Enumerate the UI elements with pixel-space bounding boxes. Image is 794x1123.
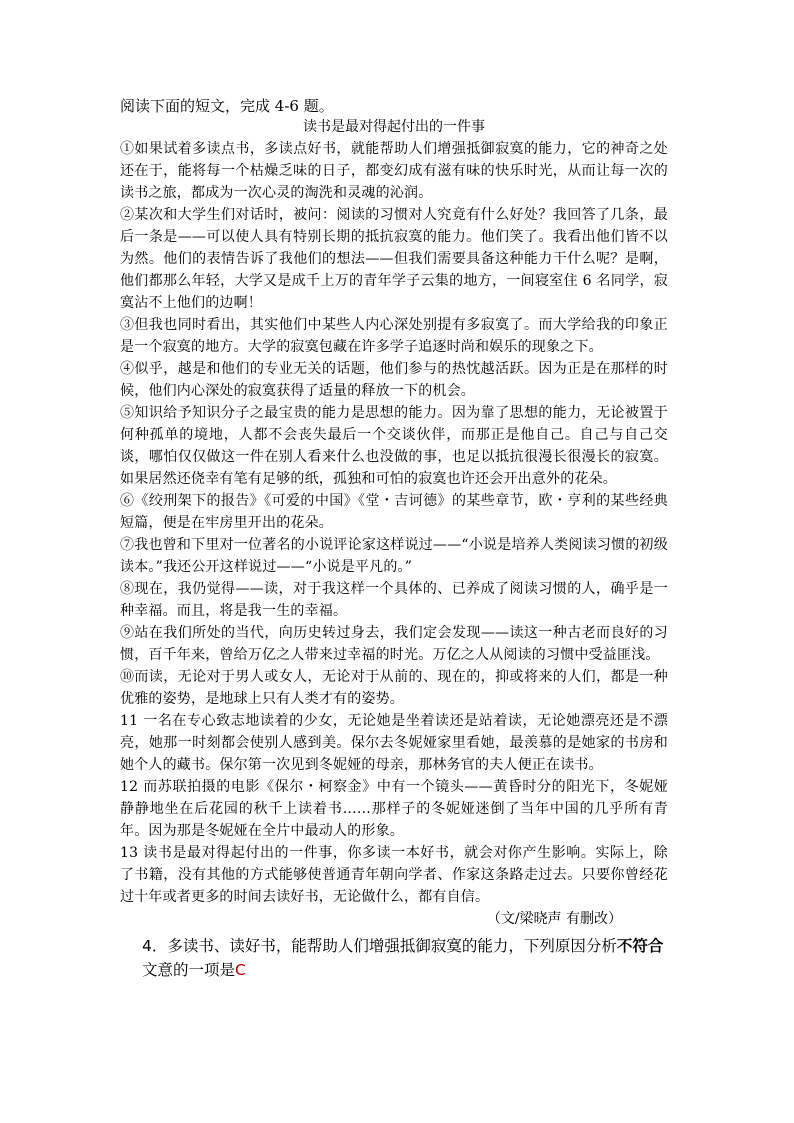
article-source: （文/梁晓声 有删改） [486, 911, 622, 927]
paragraph-4: ④似乎，越是和他们的专业无关的话题，他们参与的热忱越活跃。因为正是在那样的时候，他们内心深处的寂寞获得了适量的释放一下的机会。 [120, 361, 668, 399]
question-suffix: 文意的一项是 [142, 961, 236, 979]
document-page [120, 96, 668, 982]
paragraph-5: ⑤知识给予知识分子之最宝贵的能力是思想的能力。因为靠了思想的能力，无论被置于何种孤单的境地，人都不会丧失最后一个交谈伙伴，而那正是他自己。自己与自己交谈，哪怕仅仅做这一件在别人看来什么也没做的事，也足以抵抗很漫长很漫长的寂寞。如果居然还侥幸有笔有足够的纸，孤独和可怕的寂寞也许还会开出意外的花朵。 [120, 405, 668, 487]
paragraph-13: 13 读书是最对得起付出的一件事，你多读一本好书，就会对你产生影响。实际上，除了书籍，没有其他的方式能够使普通青年朝向学者、作家这条路走过去。只要你曾经花过十年或者更多的时间去读好书，无论做什么，都有自信。 [120, 845, 668, 905]
paragraph-10: ⑩而读，无论对于男人或女人，无论对于从前的、现在的，抑或将来的人们，都是一种优雅的姿势，是地球上只有人类才有的姿势。 [120, 669, 668, 707]
paragraph-9: ⑨站在我们所处的当代，向历史转过身去，我们定会发现——读这一种古老而良好的习惯，百千年来，曾给万亿之人带来过幸福的时光。万亿之人从阅读的习惯中受益匪浅。 [120, 625, 668, 663]
question-4 [120, 934, 668, 982]
question-prefix: 4．多读书、读好书，能帮助人们增强抵御寂寞的能力，下列原因分析 [142, 937, 617, 955]
question-answer: C [235, 961, 246, 979]
paragraph-3: ③但我也同时看出，其实他们中某些人内心深处别提有多寂寞了。而大学给我的印象正是一个寂寞的地方。大学的寂寞包藏在许多学子追逐时尚和娱乐的现象之下。 [120, 317, 668, 355]
question-emphasis: 不符合 [616, 937, 664, 955]
paragraph-11: 11 一名在专心致志地读着的少女，无论她是坐着读还是站着读，无论她漂亮还是不漂亮，她那一时刻都会使别人感到美。保尔去冬妮娅家里看她，最羡慕的是她家的书房和她个人的藏书。保尔第一次见到冬妮娅的母亲，那林务官的夫人便正在读书。 [120, 713, 668, 773]
article-title: 读书是最对得起付出的一件事 [303, 119, 485, 135]
reading-instruction: 阅读下面的短文，完成 4-6 题。 [120, 97, 334, 115]
paragraph-6: ⑥《绞刑架下的报告》《可爱的中国》《堂・吉诃德》的某些章节，欧・亨利的某些经典短篇，便是在牢房里开出的花朵。 [120, 493, 668, 531]
paragraph-12: 12 而苏联拍摄的电影《保尔・柯察金》中有一个镜头——黄昏时分的阳光下，冬妮娅静静地坐在后花园的秋千上读着书……那样子的冬妮娅迷倒了当年中国的几乎所有青年。因为那是冬妮娅在全片中最动人的形象。 [120, 779, 668, 839]
paragraph-1: ①如果试着多读点书，多读点好书，就能帮助人们增强抵御寂寞的能力，它的神奇之处还在于，能将每一个枯燥乏味的日子，都变幻成有滋有味的快乐时光，从而让每一次的读书之旅，都成为一次心灵的淘洗和灵魂的沁润。 [120, 141, 668, 201]
paragraph-2: ②某次和大学生们对话时，被问：阅读的习惯对人究竟有什么好处？我回答了几条，最后一条是——可以使人具有特别长期的抵抗寂寞的能力。他们笑了。我看出他们皆不以为然。他们的表情告诉了我他们的想法——但我们需要具备这种能力干什么呢？是啊，他们都那么年轻，大学又是成千上万的青年学子云集的地方，一间寝室住 6 名同学，寂寞沾不上他们的边啊！ [120, 207, 668, 311]
paragraph-8: ⑧现在，我仍觉得——读，对于我这样一个具体的、已养成了阅读习惯的人，确乎是一种幸福。而且，将是我一生的幸福。 [120, 581, 668, 619]
paragraph-7: ⑦我也曾和下里对一位著名的小说评论家这样说过——“小说是培养人类阅读习惯的初级读本。”我还公开这样说过——“小说是平凡的。” [120, 537, 668, 575]
